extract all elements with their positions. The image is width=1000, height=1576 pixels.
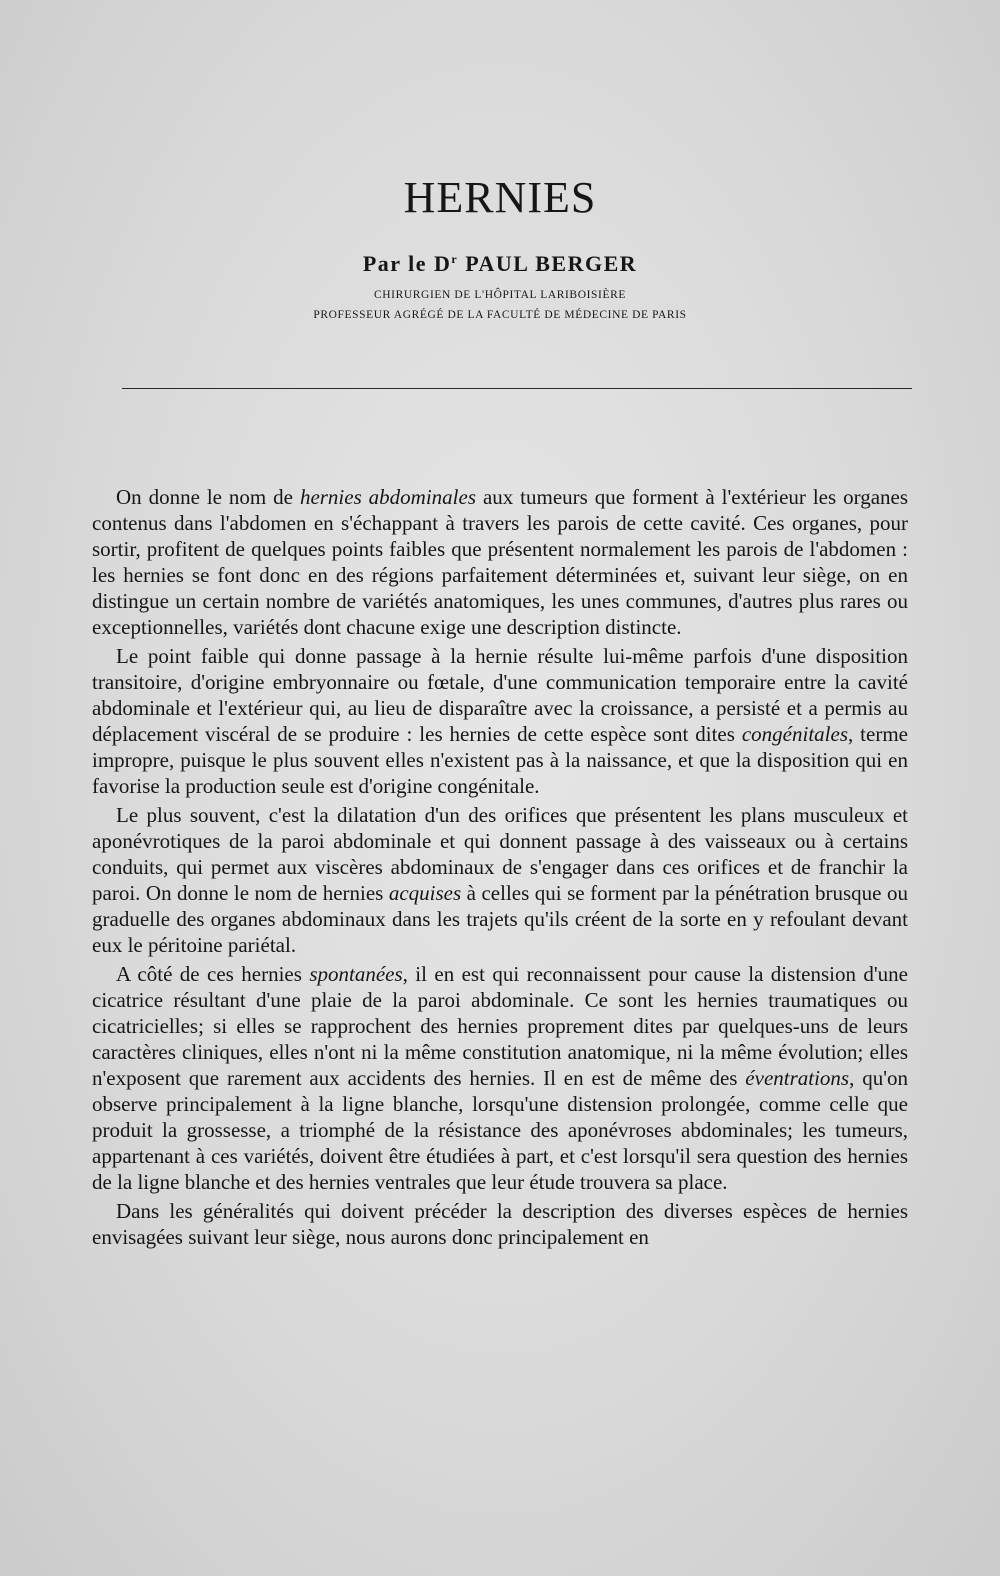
italic-term: acquises xyxy=(388,881,462,905)
text-run: , qu'on observe principalement à la ligne blanche, lorsqu'une distension prolongée, comme celle que produit la grossesse, a triomphé de la résistance des aponévroses abdominales; les tumeurs, appartenant à ces variétés, doivent être étudiées à part, et c'est lorsqu'il sera question des hernies de la ligne blanche et des hernies ventrales que leur étude trouvera sa place. xyxy=(92,1066,908,1194)
italic-term: hernies abdominales xyxy=(299,485,477,509)
author-line xyxy=(0,246,1000,277)
article-body xyxy=(92,484,908,1252)
author-title-superscript: r xyxy=(451,252,459,266)
author-name: PAUL BERGER xyxy=(458,251,638,276)
italic-term: éventrations xyxy=(745,1066,850,1090)
text-run: Dans les généralités qui doivent précéder la description des diverses espèces de hernies envisagées suivant leur siège, nous aurons donc principalement en xyxy=(92,1199,908,1249)
italic-term: congénitales xyxy=(741,722,848,746)
text-run: On donne le nom de xyxy=(116,485,300,509)
italic-term: spontanées xyxy=(309,962,403,986)
author-affiliation-2: PROFESSEUR AGRÉGÉ DE LA FACULTÉ DE MÉDECINE DE PARIS xyxy=(313,309,687,321)
author-prefix: Par le D xyxy=(362,251,452,276)
text-run: à celles qui se forment par la pénétration brusque ou graduelle des organes abdominaux dans les trajets qu'ils créent de la sorte en y refoulant devant eux le péritoine pariétal. xyxy=(92,881,909,957)
article-title: HERNIES xyxy=(403,173,597,222)
text-run: , il en est qui reconnaissent pour cause la distension d'une cicatrice résultant d'une plaie de la paroi abdominale. Ce sont les hernies traumatiques ou cicatricielles; si elles se rapprochent des hernies proprement dites par quelques-uns de leurs caractères cliniques, elles n'ont ni la même constitution anatomique, ni la même évolution; elles n'exposent que rarement aux accidents des hernies. Il en est de même des xyxy=(92,962,908,1090)
paragraph-5 xyxy=(92,1198,908,1250)
author-affiliation-1: CHIRURGIEN DE L'HÔPITAL LARIBOISIÈRE xyxy=(374,289,626,301)
header-divider xyxy=(122,388,912,389)
article-header xyxy=(0,172,1000,325)
paragraph-1 xyxy=(92,484,908,640)
text-run: A côté de ces hernies xyxy=(116,962,310,986)
paragraph-4 xyxy=(92,961,908,1195)
text-run: Le plus souvent, c'est la dilatation d'un des orifices que présentent les plans musculeux et aponévrotiques de la paroi abdominale et qui donnent passage à des vaisseaux ou à certains conduits, qui permet aux viscères abdominaux de s'engager dans ces orifices et de franchir la paroi. On donne le nom de hernies xyxy=(92,803,908,905)
text-run: Le point faible qui donne passage à la hernie résulte lui-même parfois d'une disposition transitoire, d'origine embryonnaire ou fœtale, d'une communication temporaire entre la cavité abdominale et l'extérieur qui, au lieu de disparaître avec la croissance, a persisté et a permis au déplacement viscéral de se produire : les hernies de cette espèce sont dites xyxy=(92,644,908,746)
text-run: , terme impropre, puisque le plus souvent elles n'existent pas à la naissance, et que la disposition qui en favorise la production seule est d'origine congénitale. xyxy=(92,722,908,798)
paragraph-2 xyxy=(92,643,908,799)
text-run: aux tumeurs que forment à l'extérieur les organes contenus dans l'abdomen en s'échappant à travers les parois de cette cavité. Ces organes, pour sortir, profitent de quelques points faibles que présentent normalement les parois de l'abdomen : les hernies se font donc en des régions parfaitement déterminées et, suivant leur siège, on en distingue un certain nombre de variétés anatomiques, les unes communes, d'autres plus rares ou exceptionnelles, variétés dont chacune exige une description distincte. xyxy=(92,485,909,639)
paragraph-3 xyxy=(92,802,908,958)
